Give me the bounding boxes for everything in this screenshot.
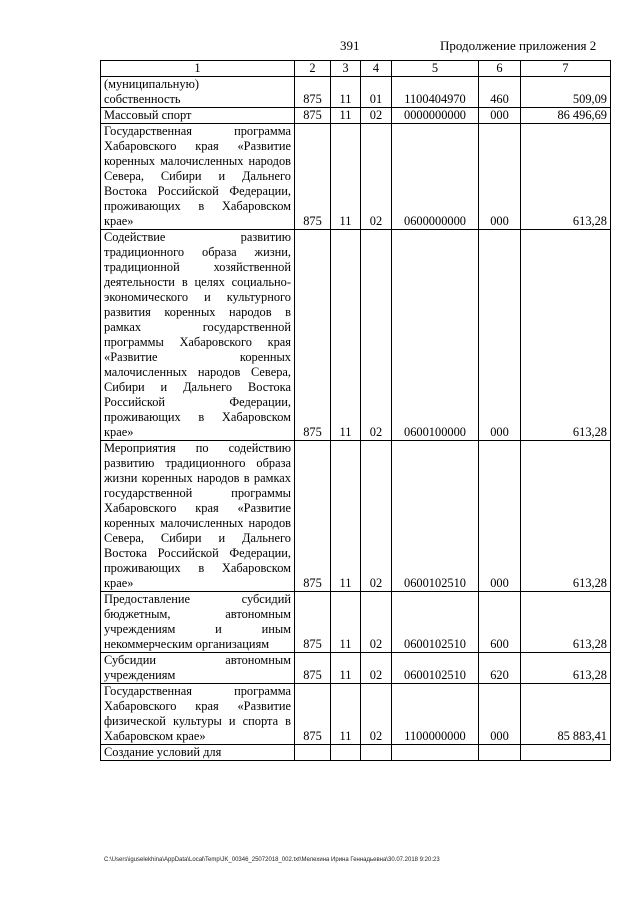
row-name: Государственная программа Хабаровского края «Развитие физической культуры и спорта в Хабаровском крае» — [101, 684, 295, 745]
ministry-code: 875 — [295, 684, 331, 745]
target-article-code: 1100000000 — [392, 684, 479, 745]
amount: 613,28 — [521, 441, 611, 592]
column-number-row — [101, 61, 611, 77]
amount: 613,28 — [521, 653, 611, 684]
column-header: 5 — [392, 61, 479, 77]
row-name: Массовый спорт — [101, 108, 295, 124]
ministry-code: 875 — [295, 441, 331, 592]
amount — [521, 745, 611, 761]
amount: 613,28 — [521, 230, 611, 441]
amount: 85 883,41 — [521, 684, 611, 745]
target-article-code: 0000000000 — [392, 108, 479, 124]
section-code: 11 — [331, 230, 361, 441]
subsection-code: 02 — [361, 108, 392, 124]
ministry-code: 875 — [295, 77, 331, 108]
row-name: Субсидии автономным учреждениям — [101, 653, 295, 684]
section-code: 11 — [331, 108, 361, 124]
column-header: 6 — [479, 61, 521, 77]
expense-type-code: 000 — [479, 230, 521, 441]
table-row — [101, 124, 611, 230]
expense-type-code — [479, 745, 521, 761]
column-header: 4 — [361, 61, 392, 77]
row-name: Мероприятия по содействию развитию традиционного образа жизни коренных народов в рамках государственной программы Хабаровского края «Развитие коренных малочисленных народов Севера, Сибири и Дальнего Востока Российской Федерации, проживающих в Хабаровском крае» — [101, 441, 295, 592]
section-code: 11 — [331, 653, 361, 684]
subsection-code: 02 — [361, 230, 392, 441]
row-name: Содействие развитию традиционного образа жизни, традиционной хозяйственной деятельности в целях социально-экономического и культурного развития коренных народов в рамках государственной программы Хабаровского края «Развитие коренных малочисленных народов Севера, Сибири и Дальнего Востока Российской Федерации, проживающих в Хабаровском крае» — [101, 230, 295, 441]
table-row — [101, 77, 611, 108]
section-code — [331, 745, 361, 761]
table-row — [101, 745, 611, 761]
amount: 613,28 — [521, 124, 611, 230]
row-name: Предоставление субсидий бюджетным, автономным учреждениям и иным некоммерческим организациям — [101, 592, 295, 653]
subsection-code: 01 — [361, 77, 392, 108]
ministry-code — [295, 745, 331, 761]
section-code: 11 — [331, 77, 361, 108]
target-article-code: 0600100000 — [392, 230, 479, 441]
subsection-code: 02 — [361, 124, 392, 230]
expense-type-code: 460 — [479, 77, 521, 108]
column-header: 3 — [331, 61, 361, 77]
subsection-code: 02 — [361, 441, 392, 592]
target-article-code — [392, 745, 479, 761]
expense-type-code: 600 — [479, 592, 521, 653]
ministry-code: 875 — [295, 592, 331, 653]
amount: 86 496,69 — [521, 108, 611, 124]
page-number: 391 — [340, 38, 360, 53]
ministry-code: 875 — [295, 124, 331, 230]
ministry-code: 875 — [295, 653, 331, 684]
row-name: (муниципальную) собственность — [101, 77, 295, 108]
column-header: 1 — [101, 61, 295, 77]
subsection-code: 02 — [361, 653, 392, 684]
row-name: Создание условий для — [101, 745, 295, 761]
table-row — [101, 108, 611, 124]
table-row — [101, 441, 611, 592]
subsection-code: 02 — [361, 684, 392, 745]
ministry-code: 875 — [295, 230, 331, 441]
expense-type-code: 000 — [479, 108, 521, 124]
target-article-code: 0600102510 — [392, 653, 479, 684]
section-code: 11 — [331, 441, 361, 592]
row-name: Государственная программа Хабаровского края «Развитие коренных малочисленных народов Севера, Сибири и Дальнего Востока Российской Федерации, проживающих в Хабаровском крае» — [101, 124, 295, 230]
target-article-code: 1100404970 — [392, 77, 479, 108]
file-path-footer: C:\Users\iguselekhina\AppData\Local\Temp\JK_00346_25072018_002.txt\Мелехина Ирина Геннадьевна\30.07.2018 9:20:23 — [104, 857, 440, 863]
expense-type-code: 000 — [479, 124, 521, 230]
section-code: 11 — [331, 684, 361, 745]
subsection-code — [361, 745, 392, 761]
column-header: 2 — [295, 61, 331, 77]
budget-table — [100, 60, 611, 761]
target-article-code: 0600102510 — [392, 592, 479, 653]
amount: 509,09 — [521, 77, 611, 108]
ministry-code: 875 — [295, 108, 331, 124]
target-article-code: 0600102510 — [392, 441, 479, 592]
column-header: 7 — [521, 61, 611, 77]
appendix-continuation-note: Продолжение приложения 2 — [440, 38, 597, 53]
target-article-code: 0600000000 — [392, 124, 479, 230]
table-row — [101, 592, 611, 653]
subsection-code: 02 — [361, 592, 392, 653]
expense-type-code: 620 — [479, 653, 521, 684]
table-row — [101, 230, 611, 441]
expense-type-code: 000 — [479, 684, 521, 745]
section-code: 11 — [331, 124, 361, 230]
section-code: 11 — [331, 592, 361, 653]
expense-type-code: 000 — [479, 441, 521, 592]
amount: 613,28 — [521, 592, 611, 653]
table-row — [101, 653, 611, 684]
table-row — [101, 684, 611, 745]
